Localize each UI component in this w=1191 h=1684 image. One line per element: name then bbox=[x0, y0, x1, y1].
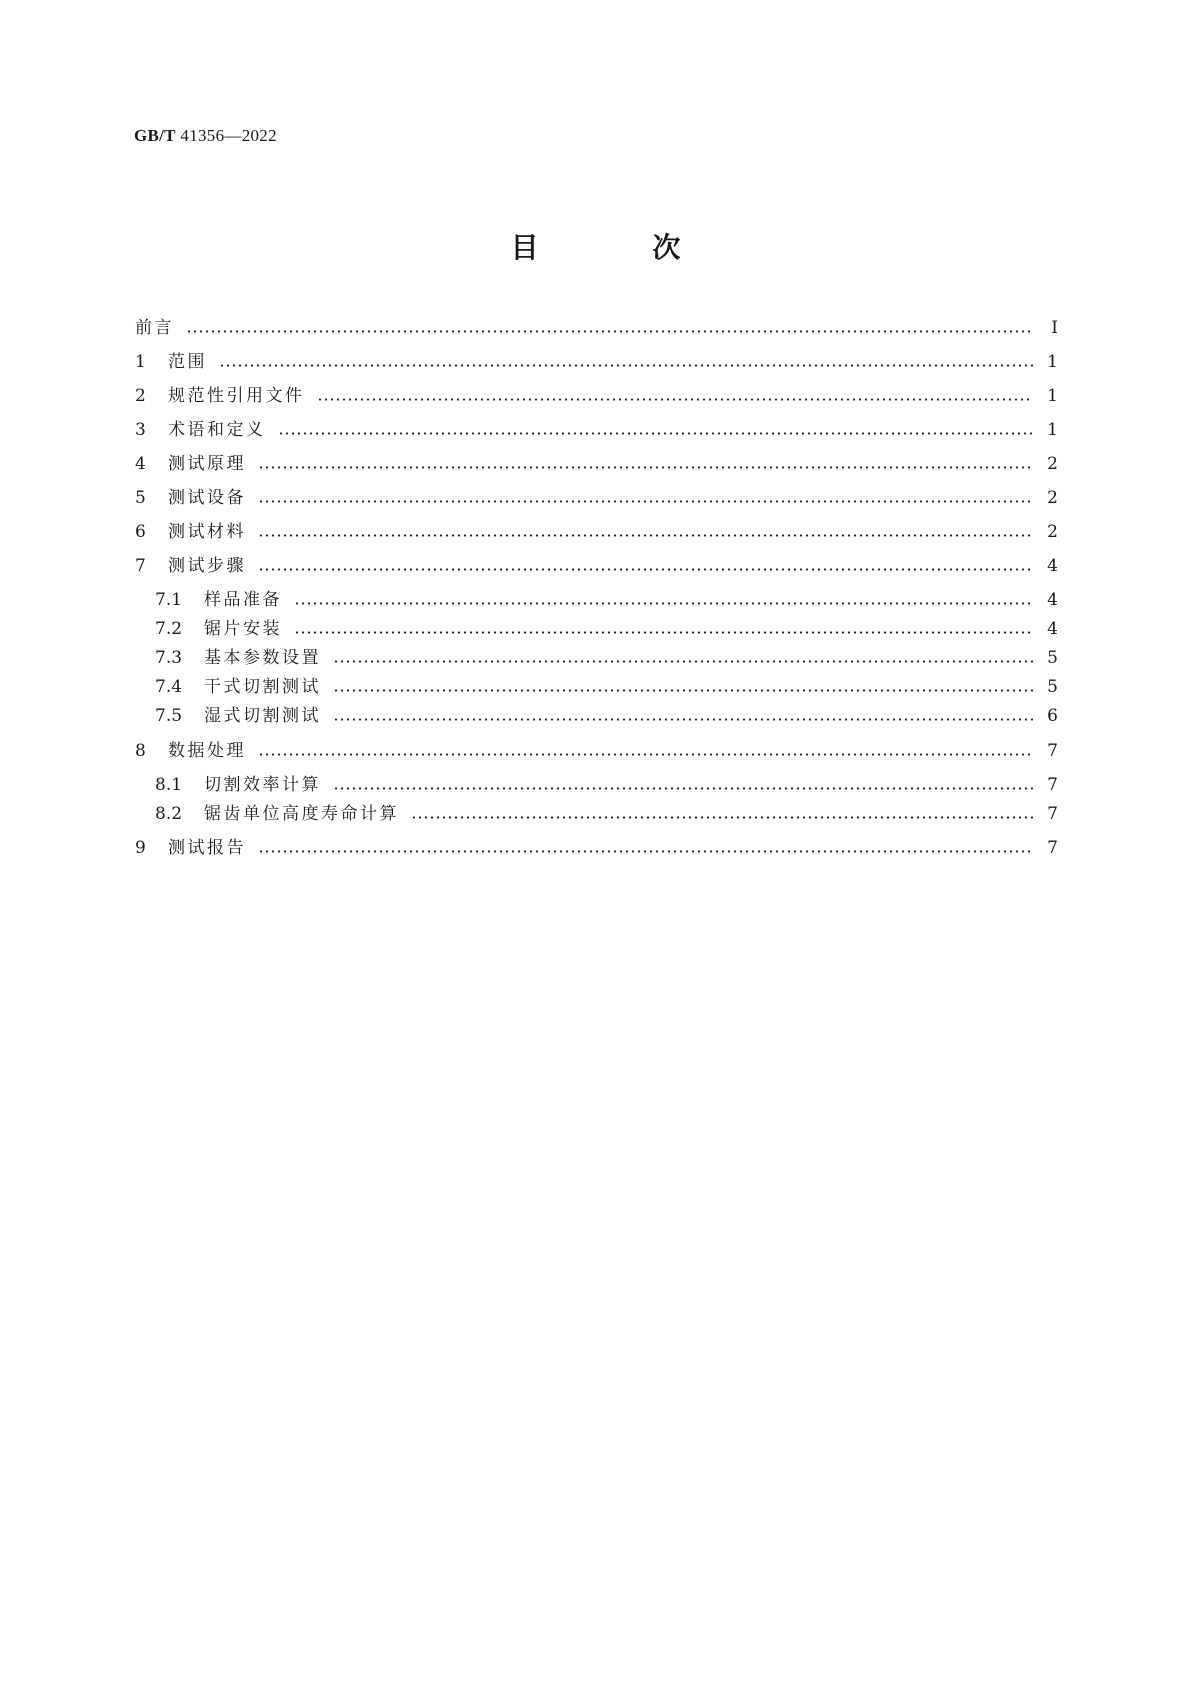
toc-entry-page: 1 bbox=[1047, 420, 1058, 440]
toc-entry-number: 9 bbox=[135, 838, 146, 858]
toc-entry-title: 测试设备 bbox=[168, 488, 246, 508]
toc-leader-dots bbox=[294, 602, 1033, 605]
toc-leader-dots bbox=[258, 500, 1033, 503]
toc-entry[interactable] bbox=[135, 384, 1058, 408]
toc-entry-number: 4 bbox=[135, 454, 146, 474]
toc-entry[interactable] bbox=[135, 773, 1058, 797]
toc-entry-page: 4 bbox=[1047, 590, 1058, 610]
toc-entry[interactable] bbox=[135, 486, 1058, 510]
toc-entry-title: 锯齿单位高度寿命计算 bbox=[204, 804, 399, 824]
toc-entry-number: 7.2 bbox=[155, 619, 183, 639]
toc-leader-dots bbox=[258, 534, 1033, 537]
toc-entry[interactable] bbox=[135, 836, 1058, 860]
toc-title: 目 次 bbox=[510, 231, 733, 264]
toc-leader-dots bbox=[333, 689, 1033, 692]
toc-leader-dots bbox=[294, 631, 1033, 634]
toc-entry-title: 测试材料 bbox=[168, 522, 246, 542]
toc-entry-title: 切割效率计算 bbox=[204, 775, 321, 795]
toc-entry-number: 8.1 bbox=[155, 775, 183, 795]
toc-entry-page: 2 bbox=[1047, 488, 1058, 508]
standard-number bbox=[134, 126, 277, 146]
toc-leader-dots bbox=[317, 398, 1034, 401]
toc-entry[interactable] bbox=[135, 739, 1058, 763]
toc-entry-number: 7.3 bbox=[155, 648, 183, 668]
toc-leader-dots bbox=[258, 753, 1033, 756]
toc-entry-number: 8 bbox=[135, 741, 146, 761]
toc-entry[interactable] bbox=[135, 704, 1058, 728]
toc-entry-number: 2 bbox=[135, 386, 146, 406]
toc-entry-title: 基本参数设置 bbox=[204, 648, 321, 668]
toc-entry-number: 7 bbox=[135, 556, 146, 576]
toc-entry-number: 5 bbox=[135, 488, 146, 508]
toc-entry-number: 8.2 bbox=[155, 804, 183, 824]
toc-entry-page: 6 bbox=[1047, 706, 1058, 726]
standard-code: GB/T bbox=[134, 126, 176, 145]
toc-leader-dots bbox=[258, 850, 1033, 853]
toc-entry-title: 湿式切割测试 bbox=[204, 706, 321, 726]
toc-entry-number: 1 bbox=[135, 352, 146, 372]
toc-entry[interactable] bbox=[135, 675, 1058, 699]
toc-entry-title: 锯片安装 bbox=[204, 619, 282, 639]
toc-entry[interactable] bbox=[135, 520, 1058, 544]
toc-entry-title: 测试原理 bbox=[168, 454, 246, 474]
toc-entry-title: 规范性引用文件 bbox=[168, 386, 305, 406]
toc-entry-title: 前言 bbox=[135, 318, 174, 338]
toc-entry-title: 测试步骤 bbox=[168, 556, 246, 576]
toc-entry[interactable] bbox=[135, 418, 1058, 442]
toc-entry-page: 1 bbox=[1047, 352, 1058, 372]
toc-entry-page: 7 bbox=[1047, 838, 1058, 858]
toc-entry-page: 5 bbox=[1047, 648, 1058, 668]
toc-leader-dots bbox=[258, 568, 1033, 571]
toc-leader-dots bbox=[333, 787, 1033, 790]
toc-entry-number: 3 bbox=[135, 420, 146, 440]
toc-entry-title: 样品准备 bbox=[204, 590, 282, 610]
toc-entry-page: 7 bbox=[1047, 804, 1058, 824]
toc-leader-dots bbox=[186, 330, 1034, 333]
toc-leader-dots bbox=[411, 816, 1033, 819]
toc-entry-page: 1 bbox=[1047, 386, 1058, 406]
toc-entry[interactable] bbox=[135, 316, 1058, 340]
toc-leader-dots bbox=[278, 432, 1034, 435]
toc-entry-page: 4 bbox=[1047, 619, 1058, 639]
toc-entry-page: 7 bbox=[1047, 741, 1058, 761]
toc-entry-title: 范围 bbox=[168, 352, 207, 372]
toc-entry-number: 6 bbox=[135, 522, 146, 542]
toc-entry-page: 2 bbox=[1047, 454, 1058, 474]
toc-leader-dots bbox=[333, 660, 1033, 663]
toc-entry[interactable] bbox=[135, 588, 1058, 612]
toc-leader-dots bbox=[219, 364, 1033, 367]
toc-entry[interactable] bbox=[135, 802, 1058, 826]
toc-leader-dots bbox=[258, 466, 1033, 469]
standard-number-value: 41356—2022 bbox=[180, 126, 277, 145]
toc-entry-number: 7.1 bbox=[155, 590, 183, 610]
toc-entry[interactable] bbox=[135, 452, 1058, 476]
toc-entry-title: 测试报告 bbox=[168, 838, 246, 858]
toc-entry-page: Ⅰ bbox=[1051, 318, 1058, 338]
toc-entry-page: 4 bbox=[1047, 556, 1058, 576]
toc-entry[interactable] bbox=[135, 350, 1058, 374]
toc-entry-number: 7.5 bbox=[155, 706, 183, 726]
toc-entry[interactable] bbox=[135, 646, 1058, 670]
toc-entry-title: 干式切割测试 bbox=[204, 677, 321, 697]
toc-entry[interactable] bbox=[135, 554, 1058, 578]
toc-leader-dots bbox=[333, 718, 1033, 721]
toc-entry-page: 5 bbox=[1047, 677, 1058, 697]
toc-entry-number: 7.4 bbox=[155, 677, 183, 697]
toc-entry-title: 数据处理 bbox=[168, 741, 246, 761]
toc-entry-page: 7 bbox=[1047, 775, 1058, 795]
toc-entry[interactable] bbox=[135, 617, 1058, 641]
toc-entry-page: 2 bbox=[1047, 522, 1058, 542]
toc-entry-title: 术语和定义 bbox=[168, 420, 266, 440]
